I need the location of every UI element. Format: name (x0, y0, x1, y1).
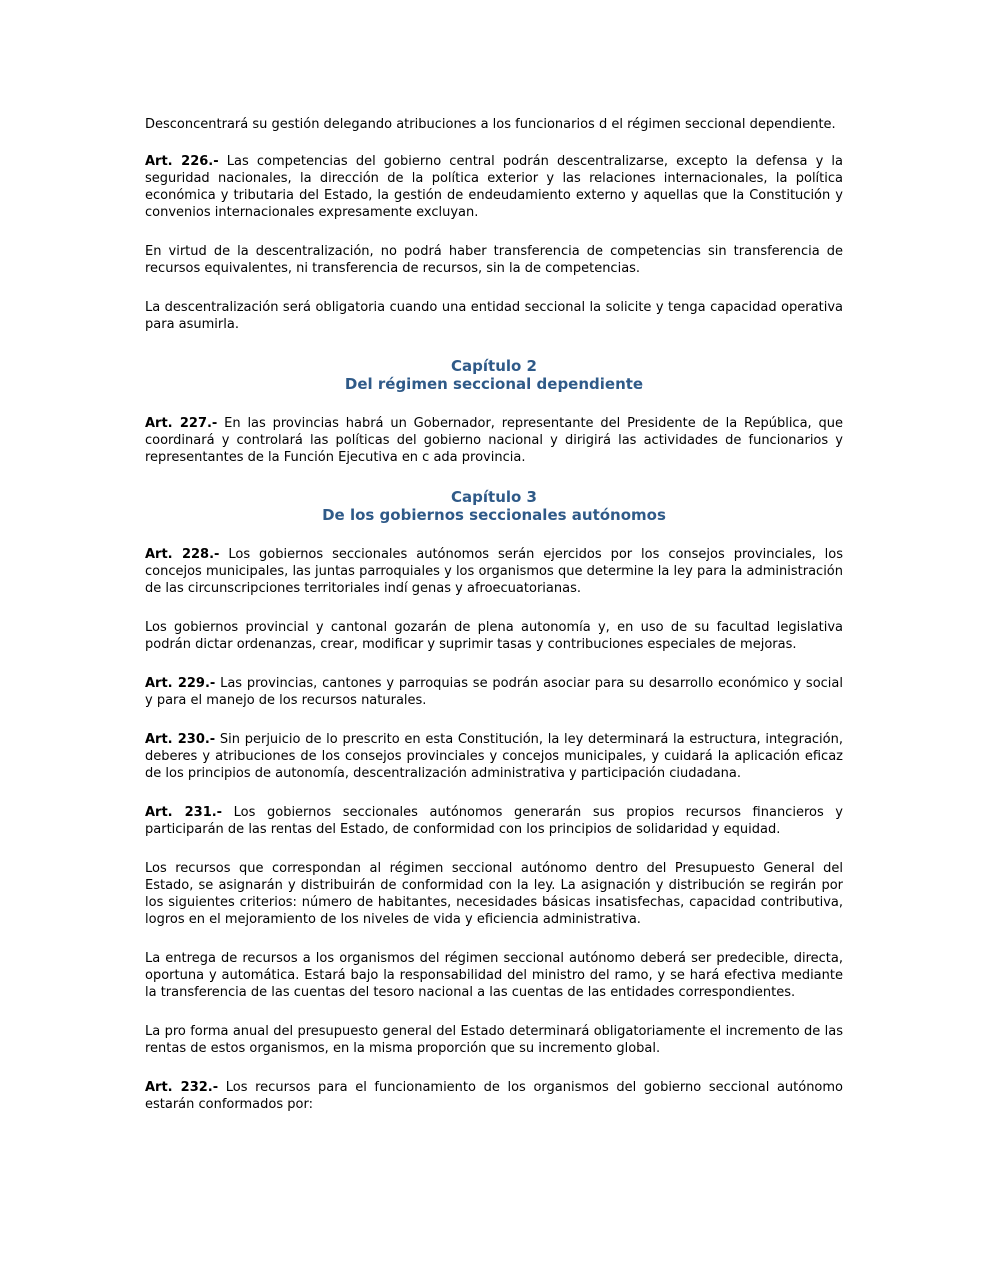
article-label: Art. 229.- (145, 676, 216, 691)
chapter-title: Capítulo 2 (451, 357, 537, 375)
article-230: Art. 230.- Sin perjuicio de lo prescrito en esta Constitución, la ley determinará la estructura, integración, deberes y atribuciones de los consejos provinciales y concejos municipales, y cuidará la aplicación eficaz de los principios de autonomía, descentralización administrativa y participación ciudadana. (145, 732, 843, 781)
article-231: Art. 231.- Los gobiernos seccionales autónomos generarán sus propios recursos financieros y participarán de las rentas del Estado, de conformidad con los principios de solidaridad y equidad. (145, 805, 843, 837)
article-227: Art. 227.- En las provincias habrá un Gobernador, representante del Presidente de la República, que coordinará y controlará las políticas del gobierno nacional y dirigirá las actividades de funcionarios y representantes de la Función Ejecutiva en c ada provincia. (145, 416, 843, 465)
article-label: Art. 228.- (145, 547, 220, 562)
article-232: Art. 232.- Los recursos para el funcionamiento de los organismos del gobierno seccional autónomo estarán conformados por: (145, 1080, 844, 1112)
chapter-subtitle: Del régimen seccional dependiente (344, 375, 644, 393)
paragraph-recursos-asignacion: Los recursos que correspondan al régimen seccional autónomo dentro del Presupuesto General del Estado, se asignarán y distribuirán de conformidad con la ley. La asignación y distribución se regirán por los siguientes criterios: número de habitantes, necesidades básicas insatisfechas, capacidad contributiva, logros en el mejoramiento de los niveles de vida y eficiencia administrativa. (145, 861, 843, 927)
chapter-3-heading (145, 488, 843, 524)
paragraph-entrega-recursos: La entrega de recursos a los organismos del régimen seccional autónomo deberá ser predecible, directa, oportuna y automática. Estará bajo la responsabilidad del ministro del ramo, y se hará efectiva mediante la transferencia de las cuentas del tesoro nacional a las cuentas de las entidades correspondientes. (145, 951, 843, 1000)
paragraph-desconcentrara: Desconcentrará su gestión delegando atribuciones a los funcionarios d el régimen seccional dependiente. (145, 117, 836, 132)
article-label: Art. 226.- (145, 154, 219, 169)
article-label: Art. 230.- (145, 732, 216, 747)
article-label: Art. 232.- (145, 1080, 219, 1095)
paragraph-descentralizacion-obligatoria: La descentralización será obligatoria cuando una entidad seccional la solicite y tenga capacidad operativa para asumirla. (145, 300, 843, 332)
paragraph-pro-forma: La pro forma anual del presupuesto general del Estado determinará obligatoriamente el incremento de las rentas de estos organismos, en la misma proporción que su incremento global. (145, 1024, 843, 1056)
article-229: Art. 229.- Las provincias, cantones y parroquias se podrán asociar para su desarrollo económico y social y para el manejo de los recursos naturales. (145, 676, 843, 708)
chapter-title: Capítulo 3 (451, 488, 537, 506)
paragraph-autonomia: Los gobiernos provincial y cantonal gozarán de plena autonomía y, en uso de su facultad legislativa podrán dictar ordenanzas, crear, modificar y suprimir tasas y contribuciones especiales de mejoras. (145, 620, 843, 652)
article-label: Art. 231.- (145, 805, 223, 820)
article-label: Art. 227.- (145, 416, 218, 431)
article-226: Art. 226.- Las competencias del gobierno central podrán descentralizarse, excepto la defensa y la seguridad nacionales, la dirección de la política exterior y las relaciones internacionales, la política económica y tributaria del Estado, la gestión de endeudamiento externo y aquellas que la Constitución y convenios internacionales expresamente excluyan. (145, 154, 844, 220)
article-228: Art. 228.- Los gobiernos seccionales autónomos serán ejercidos por los consejos provinciales, los concejos municipales, las juntas parroquiales y los organismos que determine la ley para la administración de las circunscripciones territoriales indí genas y afroecuatorianas. (145, 547, 844, 596)
chapter-2-heading (145, 357, 843, 393)
document-body (145, 116, 843, 1113)
paragraph-descentralizacion-transferencia: En virtud de la descentralización, no podrá haber transferencia de competencias sin transferencia de recursos equivalentes, ni transferencia de recursos, sin la de competencias. (145, 244, 843, 276)
chapter-subtitle: De los gobiernos seccionales autónomos (322, 506, 666, 524)
